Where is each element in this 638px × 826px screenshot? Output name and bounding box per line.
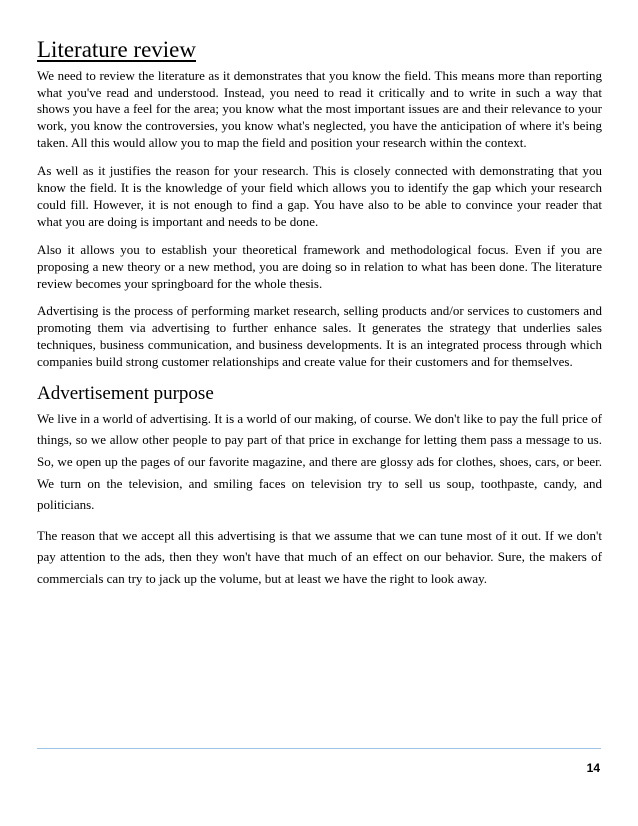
paragraph: We need to review the literature as it demonstrates that you know the field. This means more than reporting what you've read and understood. Instead, you need to read it critically and to write in such a way that shows you have a feel for the area; you know what the most important issues are and their relevance to your work, you know the controversies, you know what's neglected, you have the anticipation of where it's being taken. All this would allow you to map the field and position your research within the context. — [37, 67, 602, 151]
section-advertisement-purpose — [37, 382, 602, 590]
section-heading-literature-review: Literature review — [37, 37, 196, 62]
footer-divider — [37, 748, 601, 749]
paragraph: Advertising is the process of performing market research, selling products and/or services to customers and promoting them via advertising to further enhance sales. It generates the strategy that underlies sales techniques, business communication, and business developments. It is an integrated process through which companies build strong customer relationships and create value for their customers and for themselves. — [37, 303, 602, 370]
paragraph: Also it allows you to establish your theoretical framework and methodological focus. Even if you are proposing a new theory or a new method, you are doing so in relation to what has been done. The literature review becomes your springboard for the whole thesis. — [37, 241, 602, 291]
page-content — [37, 36, 602, 599]
paragraph: We live in a world of advertising. It is a world of our making, of course. We don't like to pay the full price of things, so we allow other people to pay part of that price in exchange for letting them pass a message to us. So, we open up the pages of our favorite magazine, and there are glossy ads for clothes, shoes, cars, or beer. We turn on the television, and smiling faces on television try to sell us soup, toothpaste, candy, and politicians. — [37, 410, 603, 513]
paragraph: As well as it justifies the reason for your research. This is closely connected with demonstrating that you know the field. It is the knowledge of your field which allows you to identify the gap which your research could fill. However, it is not enough to find a gap. You have also to be able to convince your reader that what you are doing is important and needs to be done. — [37, 163, 602, 229]
page-number: 14 — [586, 761, 600, 775]
paragraph: The reason that we accept all this advertising is that we assume that we can tune most of it out. If we don't pay attention to the ads, then they won't have that much of an effect on our behavior. Sure, the makers of commercials can try to jack up the volume, but at least we have the right to look away. — [37, 527, 602, 586]
section-heading-advertisement-purpose: Advertisement purpose — [37, 383, 214, 405]
